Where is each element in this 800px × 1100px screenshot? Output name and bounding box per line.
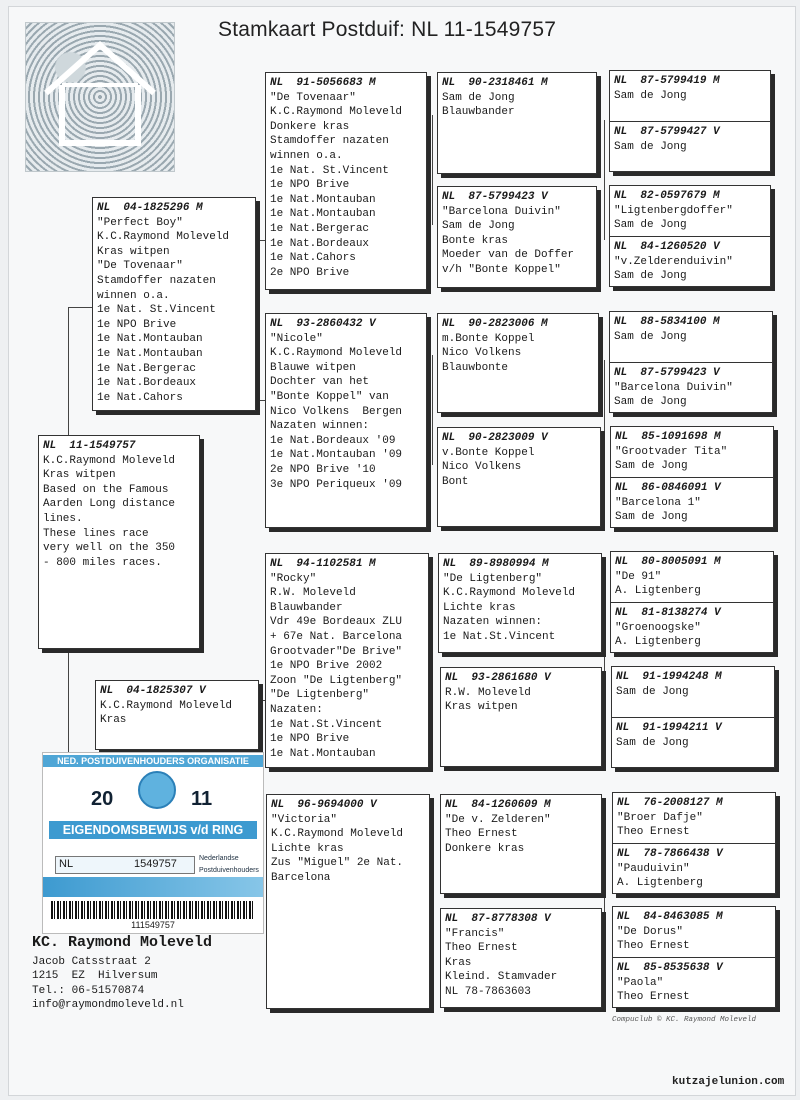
ancestor-pair-box <box>610 426 774 528</box>
card-year-left: 20 <box>91 788 114 810</box>
info-line: R.W. Moleveld <box>270 587 356 600</box>
info-line: Blauwbander <box>270 601 343 614</box>
ring-number: NL 87-5799423 V <box>614 367 720 379</box>
info-line: Kras <box>100 714 127 727</box>
info-line: Sam de Jong <box>614 330 687 343</box>
info-line: winnen o.a. <box>97 289 170 302</box>
info-line: 1e Nat.St.Vincent <box>443 630 556 643</box>
info-line: 2e NPO Brive <box>270 266 350 279</box>
info-line: Sam de Jong <box>442 220 515 233</box>
info-line: "Barcelona 1" <box>615 496 701 509</box>
info-line: "Grootvader Tita" <box>615 445 728 458</box>
info-line: K.C.Raymond Moleveld <box>270 106 403 119</box>
ancestor-pair-box <box>609 70 771 172</box>
info-line: Based on the Famous <box>43 483 169 496</box>
ring-number: NL 87-5799427 V <box>614 126 720 138</box>
info-line: Donkere kras <box>445 842 525 855</box>
info-line: Bonte kras <box>442 234 509 247</box>
info-line: "De 91" <box>615 570 662 583</box>
info-line: "De Tovenaar" <box>270 91 356 104</box>
info-line: 1e Nat.Bordeaux <box>270 237 370 250</box>
credit-text: Compuclub © KC. Raymond Moleveld <box>612 1016 757 1024</box>
info-line: Barcelona <box>271 871 331 884</box>
info-line: 1e Nat.St.Vincent <box>270 718 383 731</box>
subject-pigeon-box <box>38 435 200 649</box>
info-line: Nazaten winnen: <box>443 616 543 629</box>
info-line: K.C.Raymond Moleveld <box>97 231 230 244</box>
info-line: Sam de Jong <box>614 219 687 232</box>
connector-line <box>604 845 605 955</box>
barcode <box>51 901 255 919</box>
ring-number: NL 82-0597679 M <box>614 190 720 202</box>
info-line: + 67e Nat. Barcelona <box>270 630 403 643</box>
info-line: R.W. Moleveld <box>445 686 531 699</box>
info-line: Theo Ernest <box>617 940 690 953</box>
info-line: Sam de Jong <box>616 685 689 698</box>
ring-number: NL 84-1260520 V <box>614 241 720 253</box>
ancestor-pair-box <box>612 792 776 894</box>
info-line: "De Tovenaar" <box>97 260 183 273</box>
great-grandparent-box <box>440 908 602 1008</box>
connector-line <box>604 360 605 470</box>
info-line: - 800 miles races. <box>43 556 162 569</box>
info-line: Grootvader"De Brive" <box>270 645 403 658</box>
ring-number: NL 84-1260609 M <box>445 799 551 811</box>
lion-crest-icon <box>138 771 176 809</box>
info-line: "Ligtenbergdoffer" <box>614 204 733 217</box>
info-line: Lichte kras <box>443 601 516 614</box>
ring-number: NL 93-2861680 V <box>445 672 551 684</box>
connector-line <box>68 652 69 752</box>
info-line: 1e Nat.Montauban <box>97 347 203 360</box>
great-grandparent-box <box>437 427 601 527</box>
info-line: Bont <box>442 475 469 488</box>
info-line: K.C.Raymond Moleveld <box>100 699 233 712</box>
grandparent-box <box>265 553 429 768</box>
info-line: m.Bonte Koppel <box>442 332 535 345</box>
info-line: 1e Nat.Bergerac <box>270 222 370 235</box>
card-org-name: NED. POSTDUIVENHOUDERS ORGANISATIE <box>43 755 263 767</box>
page-title: Stamkaart Postduif: NL 11-1549757 <box>218 18 557 41</box>
card-ring-number: 1549757 <box>134 858 177 870</box>
ring-number: NL 04-1825296 M <box>97 202 203 214</box>
great-grandparent-box <box>438 553 602 653</box>
connector-line <box>68 307 69 435</box>
npo-line: Postduivenhouders <box>199 867 259 874</box>
info-line: "De v. Zelderen" <box>445 813 551 826</box>
info-line: lines. <box>43 512 83 525</box>
info-line: Donkere kras <box>270 120 350 133</box>
info-line: Sam de Jong <box>614 396 687 409</box>
info-line: 1e NPO Brive <box>270 733 350 746</box>
info-line: "Nicole" <box>270 332 323 345</box>
info-line: "Broer Dafje" <box>617 811 703 824</box>
ring-number: NL 89-8980994 M <box>443 558 549 570</box>
connector-line <box>432 355 433 465</box>
ownership-card <box>42 752 264 934</box>
connector-line <box>432 595 433 710</box>
info-line: 1e Nat.Montauban '09 <box>270 449 403 462</box>
ancestor-pair-box <box>612 906 776 1008</box>
info-line: Aarden Long distance <box>43 498 176 511</box>
info-line: Nazaten: <box>270 703 323 716</box>
info-line: 1e Nat.Cahors <box>270 252 356 265</box>
info-line: Nazaten winnen: <box>270 420 370 433</box>
info-line: Zoon "De Ligtenberg" <box>270 674 403 687</box>
info-line: "Barcelona Duivin" <box>442 205 561 218</box>
info-line: 1e NPO Brive <box>97 318 177 331</box>
ring-number: NL 91-1994211 V <box>616 722 722 734</box>
info-line: "Perfect Boy" <box>97 216 183 229</box>
house-logo-icon <box>25 22 175 172</box>
info-line: 1e Nat. St.Vincent <box>270 164 389 177</box>
owner-email: info@raymondmoleveld.nl <box>32 999 184 1011</box>
npo-line: Nederlandse <box>199 855 239 862</box>
info-line: 1e NPO Brive 2002 <box>270 660 383 673</box>
info-line: Nico Volkens <box>442 461 522 474</box>
info-line: These lines race <box>43 527 149 540</box>
info-line: 1e Nat. St.Vincent <box>97 304 216 317</box>
info-line: Nico Volkens Bergen <box>270 405 403 418</box>
ring-number: NL 90-2823006 M <box>442 318 548 330</box>
ring-number: NL 81-8138274 V <box>615 607 721 619</box>
info-line: Vdr 49e Bordeaux ZLU <box>270 616 403 629</box>
great-grandparent-box <box>437 72 597 174</box>
grandparent-box <box>265 313 427 528</box>
info-line: Nico Volkens <box>442 347 522 360</box>
info-line: "De Ligtenberg" <box>270 689 370 702</box>
info-line: A. Ligtenberg <box>615 585 701 598</box>
info-line: K.C.Raymond Moleveld <box>43 454 176 467</box>
info-line: 1e Nat.Bordeaux '09 <box>270 434 396 447</box>
great-grandparent-box <box>437 313 599 413</box>
owner-address: Jacob Catsstraat 2 <box>32 955 151 968</box>
info-line: Kras witpen <box>445 701 518 714</box>
connector-line <box>432 115 433 225</box>
info-line: "Rocky" <box>270 572 317 585</box>
info-line: Theo Ernest <box>445 942 518 955</box>
info-line: 1e Nat.Bordeaux <box>97 377 197 390</box>
info-line: very well on the 350 <box>43 542 176 555</box>
great-grandparent-box <box>437 186 597 288</box>
ring-number: NL 87-5799419 M <box>614 75 720 87</box>
info-line: Dochter van het <box>270 376 370 389</box>
info-line: Blauwbander <box>442 106 515 119</box>
info-line: Kras witpen <box>43 469 116 482</box>
owner-phone: Tel.: 06-51570874 <box>32 984 145 997</box>
ring-number: NL 88-5834100 M <box>614 316 720 328</box>
barcode-number: 111549757 <box>131 920 175 930</box>
info-line: "Paola" <box>617 976 664 989</box>
ring-number: NL 84-8463085 M <box>617 911 723 923</box>
grandparent-box <box>266 794 430 1009</box>
ring-number: NL 93-2860432 V <box>270 318 376 330</box>
connector-line <box>604 600 605 710</box>
ring-number: NL 78-7866438 V <box>617 848 723 860</box>
watermark: kutzajelunion.com <box>672 1076 785 1088</box>
info-line: "Victoria" <box>271 813 338 826</box>
info-line: Theo Ernest <box>617 991 690 1004</box>
info-line: Sam de Jong <box>614 270 687 283</box>
info-line: 2e NPO Brive '10 <box>270 463 376 476</box>
card-stripe <box>43 877 263 897</box>
info-line: 1e Nat.Bergerac <box>97 362 197 375</box>
info-line: Moeder van de Doffer <box>442 249 575 262</box>
info-line: NL 78-7863603 <box>445 985 531 998</box>
info-line: 1e Nat.Montauban <box>270 747 376 760</box>
info-line: 1e Nat.Montauban <box>97 333 203 346</box>
ring-number: NL 85-1091698 M <box>615 431 721 443</box>
info-line: Theo Ernest <box>445 828 518 841</box>
ancestor-pair-box <box>611 666 775 768</box>
info-line: Blauwbonte <box>442 361 509 374</box>
info-line: Theo Ernest <box>617 826 690 839</box>
info-line: Sam de Jong <box>442 91 515 104</box>
great-grandparent-box <box>440 667 602 767</box>
ring-number: NL 91-1994248 M <box>616 671 722 683</box>
ring-number: NL 11-1549757 <box>43 440 136 452</box>
info-line: Sam de Jong <box>614 89 687 102</box>
ring-number: NL 76-2008127 M <box>617 797 723 809</box>
info-line: Kleind. Stamvader <box>445 971 558 984</box>
grandparent-box <box>265 72 427 290</box>
info-line: "Francis" <box>445 927 505 940</box>
card-country: NL <box>59 858 74 870</box>
info-line: "v.Zelderenduivin" <box>614 255 733 268</box>
father-box <box>92 197 256 411</box>
info-line: 1e Nat.Montauban <box>270 193 376 206</box>
ring-number: NL 87-5799423 V <box>442 191 548 203</box>
info-line: "De Ligtenberg" <box>443 572 543 585</box>
info-line: 3e NPO Periqueux '09 <box>270 478 403 491</box>
info-line: "Pauduivin" <box>617 862 690 875</box>
info-line: Zus "Miguel" 2e Nat. <box>271 857 404 870</box>
info-line: K.C.Raymond Moleveld <box>271 828 404 841</box>
owner-name: KC. Raymond Moleveld <box>32 934 213 951</box>
ring-number: NL 04-1825307 V <box>100 685 206 697</box>
info-line: Sam de Jong <box>615 460 688 473</box>
ancestor-pair-box <box>610 551 774 653</box>
ring-number: NL 90-2823009 V <box>442 432 548 444</box>
ring-number: NL 80-8005091 M <box>615 556 721 568</box>
info-line: 1e Nat.Cahors <box>97 391 183 404</box>
ancestor-pair-box <box>609 185 771 287</box>
card-ring-field <box>55 856 195 874</box>
info-line: K.C.Raymond Moleveld <box>270 347 403 360</box>
info-line: 1e Nat.Montauban <box>270 208 376 221</box>
info-line: v/h "Bonte Koppel" <box>442 263 561 276</box>
ring-number: NL 94-1102581 M <box>270 558 376 570</box>
ring-number: NL 96-9694000 V <box>271 799 377 811</box>
info-line: K.C.Raymond Moleveld <box>443 587 576 600</box>
info-line: Sam de Jong <box>614 140 687 153</box>
info-line: "De Dorus" <box>617 925 684 938</box>
card-title: EIGENDOMSBEWIJS v/d RING <box>49 821 257 839</box>
info-line: Lichte kras <box>271 842 344 855</box>
info-line: "Groenoogske" <box>615 621 701 634</box>
owner-block <box>32 936 212 1013</box>
ring-number: NL 85-8535638 V <box>617 962 723 974</box>
ring-number: NL 91-5056683 M <box>270 77 376 89</box>
info-line: A. Ligtenberg <box>615 636 701 649</box>
ring-number: NL 87-8778308 V <box>445 913 551 925</box>
connector-line <box>604 120 605 240</box>
info-line: A. Ligtenberg <box>617 877 703 890</box>
great-grandparent-box <box>440 794 602 894</box>
card-year-right: 11 <box>191 788 213 810</box>
info-line: Sam de Jong <box>615 511 688 524</box>
info-line: Stamdoffer nazaten <box>97 274 216 287</box>
info-line: v.Bonte Koppel <box>442 446 535 459</box>
info-line: Blauwe witpen <box>270 361 356 374</box>
info-line: winnen o.a. <box>270 149 343 162</box>
connector-line <box>432 840 433 950</box>
info-line: "Barcelona Duivin" <box>614 381 733 394</box>
ancestor-pair-box <box>609 311 773 413</box>
owner-city: 1215 EZ Hilversum <box>32 970 158 982</box>
connector-line <box>68 307 94 308</box>
info-line: Kras witpen <box>97 245 170 258</box>
info-line: 1e NPO Brive <box>270 179 350 192</box>
info-line: Stamdoffer nazaten <box>270 135 389 148</box>
ring-number: NL 86-0846091 V <box>615 482 721 494</box>
info-line: Kras <box>445 956 472 969</box>
info-line: "Bonte Koppel" van <box>270 390 389 403</box>
ring-number: NL 90-2318461 M <box>442 77 548 89</box>
info-line: Sam de Jong <box>616 736 689 749</box>
mother-box <box>95 680 259 750</box>
